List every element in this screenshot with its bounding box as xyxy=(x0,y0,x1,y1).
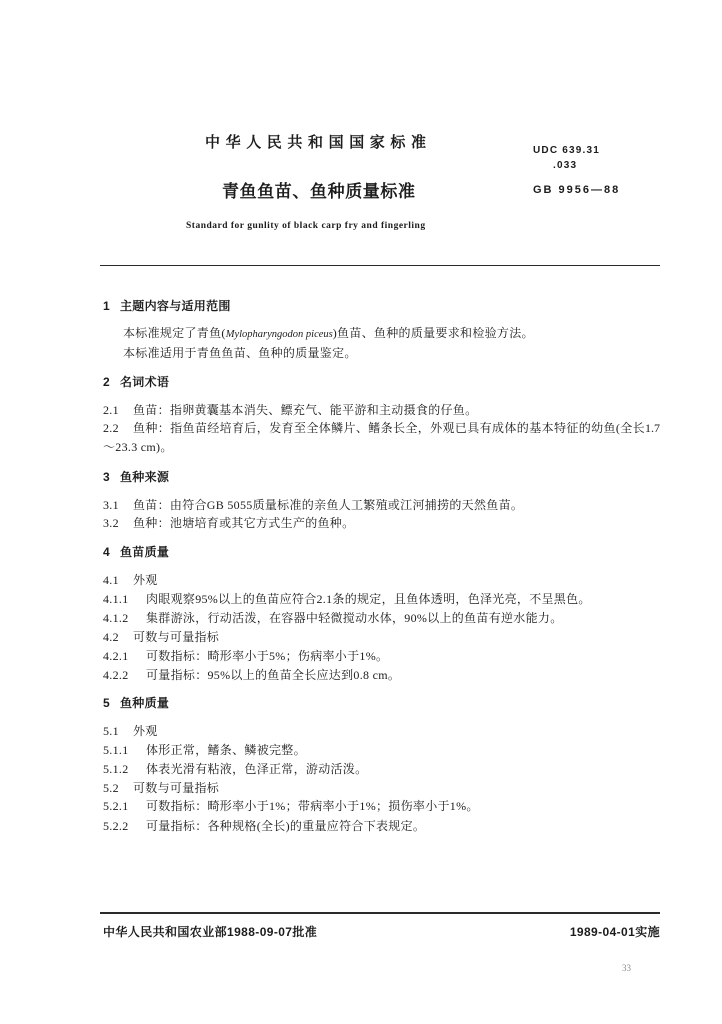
section-5-heading xyxy=(103,695,663,711)
clause-3-1 xyxy=(103,497,663,513)
paragraph-text xyxy=(123,325,534,343)
clause-text: 可数指标：畸形率小于5%；伤病率小于1%。 xyxy=(146,649,389,663)
clause-number: 5.1.1 xyxy=(103,743,129,757)
clause-number: 5.2.1 xyxy=(103,799,129,813)
clause-text: 体形正常，鳍条、鳞被完整。 xyxy=(146,743,306,757)
section-number: 5 xyxy=(103,696,110,710)
clause-number: 2.1 xyxy=(103,403,119,417)
section-title: 鱼种来源 xyxy=(120,470,170,484)
clause-text: 外观 xyxy=(133,724,158,738)
clause-number: 4.1.1 xyxy=(103,592,129,606)
clause-2-2-continuation xyxy=(103,439,663,455)
clause-text: 鱼苗：指卵黄囊基本消失、鳔充气、能平游和主动摄食的仔鱼。 xyxy=(133,403,478,417)
clause-5-1-1 xyxy=(103,742,663,758)
approval-statement: 中华人民共和国农业部1988-09-07批准 xyxy=(103,925,318,939)
paragraph-text-pre: 本标准规定了青鱼( xyxy=(123,326,226,340)
clause-number: 4.2.1 xyxy=(103,649,129,663)
paragraph-text-post: )鱼苗、鱼种的质量要求和检验方法。 xyxy=(332,326,534,340)
clause-number: 3.2 xyxy=(103,516,119,530)
clause-5-1 xyxy=(103,723,663,739)
clause-5-2-2 xyxy=(103,818,663,834)
clause-4-2-2 xyxy=(103,667,663,683)
clause-number: 5.1.2 xyxy=(103,762,129,776)
section-title: 鱼苗质量 xyxy=(120,545,170,559)
clause-4-1-2 xyxy=(103,610,663,626)
clause-text: 可数与可量指标 xyxy=(133,781,220,795)
clause-5-2 xyxy=(103,780,663,796)
clause-text: 可量指标：95%以上的鱼苗全长应达到0.8 cm。 xyxy=(146,668,401,682)
clause-text: 外观 xyxy=(133,573,158,587)
clause-number: 5.2 xyxy=(103,781,119,795)
national-standard-heading: 中华人民共和国国家标准 xyxy=(205,134,432,151)
english-title: Standard for gunlity of black carp fry and fingerling xyxy=(186,221,426,231)
clause-5-2-1 xyxy=(103,798,663,814)
clause-number: 4.2 xyxy=(103,630,119,644)
clause-4-1-1 xyxy=(103,591,663,607)
clause-number: 5.2.2 xyxy=(103,819,129,833)
header-rule xyxy=(100,265,660,266)
section-1-paragraph-2 xyxy=(103,345,663,361)
udc-code-line2: .033 xyxy=(553,160,578,171)
clause-number: 3.1 xyxy=(103,498,119,512)
clause-text: 鱼种：指鱼苗经培育后，发育至全体鳞片、鳍条长全，外观已具有成体的基本特征的幼鱼(全长1.7 xyxy=(133,421,660,435)
clause-5-1-2 xyxy=(103,761,663,777)
clause-3-2 xyxy=(103,515,663,531)
section-4-heading xyxy=(103,544,663,560)
clause-number: 4.2.2 xyxy=(103,668,129,682)
clause-number: 4.1 xyxy=(103,573,119,587)
paragraph-text: 本标准适用于青鱼鱼苗、鱼种的质量鉴定。 xyxy=(123,346,357,360)
footer-rule xyxy=(100,912,660,914)
clause-2-2 xyxy=(103,420,663,436)
clause-text-continued: ～23.3 cm)。 xyxy=(103,440,173,454)
clause-text: 体表光滑有粘液，色泽正常，游动活泼。 xyxy=(146,762,368,776)
section-title: 主题内容与适用范围 xyxy=(120,299,231,313)
clause-text: 鱼种：池塘培育或其它方式生产的鱼种。 xyxy=(133,516,355,530)
clause-number: 4.1.2 xyxy=(103,611,129,625)
section-1-heading xyxy=(103,298,663,314)
section-title: 名词术语 xyxy=(120,375,170,389)
clause-text: 可数与可量指标 xyxy=(133,630,220,644)
effective-date: 1989-04-01实施 xyxy=(569,925,660,939)
latin-species-name: Mylopharyngodon piceus xyxy=(225,329,333,340)
section-1-paragraph-1 xyxy=(103,325,663,341)
clause-number: 5.1 xyxy=(103,724,119,738)
section-2-heading xyxy=(103,374,663,390)
section-number: 3 xyxy=(103,470,110,484)
clause-4-2-1 xyxy=(103,648,663,664)
page-number: 33 xyxy=(622,963,631,973)
clause-number: 2.2 xyxy=(103,421,119,435)
section-3-heading xyxy=(103,469,663,485)
section-number: 2 xyxy=(103,375,110,389)
clause-4-1 xyxy=(103,572,663,588)
section-number: 4 xyxy=(103,545,110,559)
section-title: 鱼种质量 xyxy=(120,696,170,710)
clause-text: 可量指标：各种规格(全长)的重量应符合下表规定。 xyxy=(146,819,426,833)
clause-text: 集群游泳，行动活泼，在容器中轻微搅动水体，90%以上的鱼苗有逆水能力。 xyxy=(146,611,563,625)
clause-4-2 xyxy=(103,629,663,645)
clause-text: 可数指标：畸形率小于1%；带病率小于1%；损伤率小于1%。 xyxy=(146,799,479,813)
section-number: 1 xyxy=(103,299,110,313)
gb-standard-code: GB 9956—88 xyxy=(533,184,621,196)
document-title: 青鱼鱼苗、鱼种质量标准 xyxy=(222,182,416,201)
clause-text: 鱼苗：由符合GB 5055质量标准的亲鱼人工繁殖或江河捕捞的天然鱼苗。 xyxy=(133,498,524,512)
udc-code-line1: UDC 639.31 xyxy=(533,145,601,156)
clause-text: 肉眼观察95%以上的鱼苗应符合2.1条的规定，且鱼体透明，色泽光亮，不呈黑色。 xyxy=(146,592,591,606)
clause-2-1 xyxy=(103,402,663,418)
